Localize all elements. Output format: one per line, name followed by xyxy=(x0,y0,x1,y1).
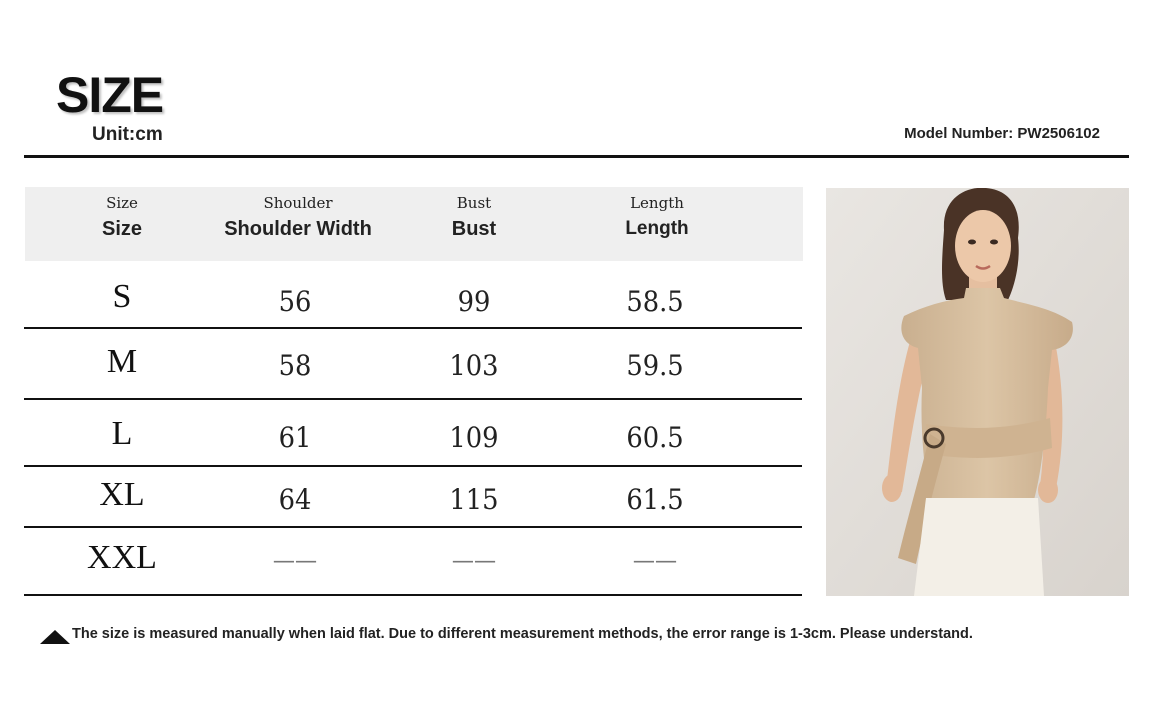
column-header-small: Bust xyxy=(456,194,492,212)
column-header-length xyxy=(557,187,757,240)
row-divider xyxy=(24,465,802,467)
column-header-small: Length xyxy=(630,194,684,212)
bust-cell: 99 xyxy=(457,285,491,318)
triangle-icon xyxy=(40,630,70,644)
model-number: Model Number: PW2506102 xyxy=(904,125,1100,142)
bust-cell: 103 xyxy=(449,349,499,382)
shoulder-cell: 64 xyxy=(278,483,312,516)
bust-cell: 115 xyxy=(449,483,499,516)
table-header xyxy=(25,187,803,261)
row-divider xyxy=(24,327,802,329)
length-cell: 59.5 xyxy=(626,349,684,382)
shoulder-cell: 56 xyxy=(278,285,312,318)
size-cell: L xyxy=(111,415,133,452)
column-header-size xyxy=(22,187,222,241)
size-cell: S xyxy=(112,278,132,315)
size-cell: M xyxy=(106,343,138,380)
column-header-small: Size xyxy=(106,194,138,212)
row-divider xyxy=(24,398,802,400)
column-header-label: Shoulder Width xyxy=(224,218,372,240)
unit-label: Unit:cm xyxy=(92,124,163,145)
row-divider xyxy=(24,526,802,528)
column-header-label: Length xyxy=(625,218,689,239)
size-table xyxy=(25,187,803,576)
bust-cell: 109 xyxy=(449,421,499,454)
shoulder-cell: —— xyxy=(272,546,318,574)
model-illustration xyxy=(826,188,1129,596)
note-text: The size is measured manually when laid flat. Due to different measurement methods, the error range is 1-3cm. Please understand. xyxy=(72,626,973,642)
column-header-small: Shoulder xyxy=(263,194,333,212)
size-cell: XXL xyxy=(87,539,157,576)
measurement-note xyxy=(40,624,973,644)
length-cell: 58.5 xyxy=(626,285,684,318)
length-cell: 60.5 xyxy=(626,421,684,454)
size-cell: XL xyxy=(99,476,145,513)
header-divider xyxy=(24,155,1129,158)
column-header-shoulder xyxy=(198,187,398,241)
column-header-label: Size xyxy=(101,218,143,240)
column-header-bust xyxy=(374,187,574,241)
length-cell: 61.5 xyxy=(626,483,684,516)
shoulder-cell: 61 xyxy=(278,421,312,454)
shoulder-cell: 58 xyxy=(278,349,312,382)
bust-cell: —— xyxy=(451,546,497,574)
row-divider xyxy=(24,594,802,596)
column-header-label: Bust xyxy=(451,218,497,240)
length-cell: —— xyxy=(632,546,678,574)
model-photo xyxy=(826,188,1129,596)
page-title: SIZE xyxy=(56,67,164,123)
